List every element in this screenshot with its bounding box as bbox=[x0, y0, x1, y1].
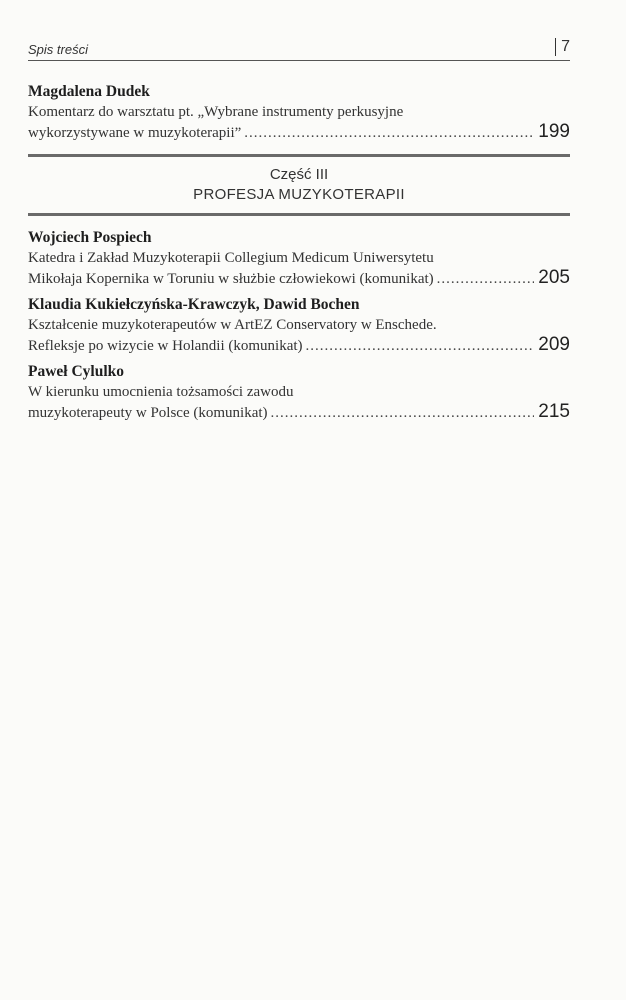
entry-title-line: Kształcenie muzykoterapeutów w ArtEZ Conservatory w Enschede. bbox=[28, 317, 437, 333]
part-rule-top bbox=[28, 154, 570, 157]
toc-entry[interactable] bbox=[28, 228, 570, 289]
part-subtitle: PROFESJA MUZYKOTERAPII bbox=[193, 186, 405, 203]
page-number: 7 bbox=[555, 38, 570, 56]
header-rule bbox=[28, 60, 570, 61]
entry-author: Wojciech Pospiech bbox=[28, 229, 152, 246]
dot-leader bbox=[306, 336, 535, 356]
toc-entries-after bbox=[28, 228, 570, 429]
entry-title-line: Komentarz do warsztatu pt. „Wybrane instrumenty perkusyjne bbox=[28, 104, 404, 120]
entry-page-number: 205 bbox=[538, 267, 570, 288]
entry-title-text: Refleksje po wizycie w Holandii (komunikat) bbox=[28, 338, 303, 354]
entry-title-last-line bbox=[28, 122, 570, 143]
part-title: Część III bbox=[269, 166, 329, 183]
entry-author: Klaudia Kukiełczyńska-Krawczyk, Dawid Bochen bbox=[28, 296, 360, 313]
dot-leader bbox=[271, 403, 535, 423]
dot-leader bbox=[437, 269, 535, 289]
toc-entries-before bbox=[28, 82, 570, 149]
entry-author: Magdalena Dudek bbox=[28, 83, 150, 100]
entry-author: Paweł Cylulko bbox=[28, 363, 125, 380]
part-heading bbox=[28, 154, 570, 216]
running-header bbox=[28, 34, 570, 64]
entry-title-text: wykorzystywane w muzykoterapii” bbox=[28, 125, 242, 141]
dot-leader bbox=[244, 123, 534, 143]
entry-title-last-line bbox=[28, 268, 570, 289]
running-header-title: Spis treści bbox=[28, 42, 88, 57]
entry-title-line: Katedra i Zakład Muzykoterapii Collegium Medicum Uniwersytetu bbox=[28, 250, 434, 266]
entry-title-last-line bbox=[28, 402, 570, 423]
part-rule-bottom bbox=[28, 213, 570, 216]
entry-title-text: muzykoterapeuty w Polsce (komunikat) bbox=[28, 405, 268, 421]
toc-entry[interactable] bbox=[28, 82, 570, 143]
entry-title-text: Mikołaja Kopernika w Toruniu w służbie człowiekowi (komunikat) bbox=[28, 271, 434, 287]
entry-title-line: W kierunku umocnienia tożsamości zawodu bbox=[28, 384, 294, 400]
entry-page-number: 199 bbox=[538, 121, 570, 142]
entry-page-number: 215 bbox=[538, 401, 570, 422]
entry-page-number: 209 bbox=[538, 334, 570, 355]
toc-entry[interactable] bbox=[28, 362, 570, 423]
entry-title-last-line bbox=[28, 335, 570, 356]
toc-entry[interactable] bbox=[28, 295, 570, 356]
